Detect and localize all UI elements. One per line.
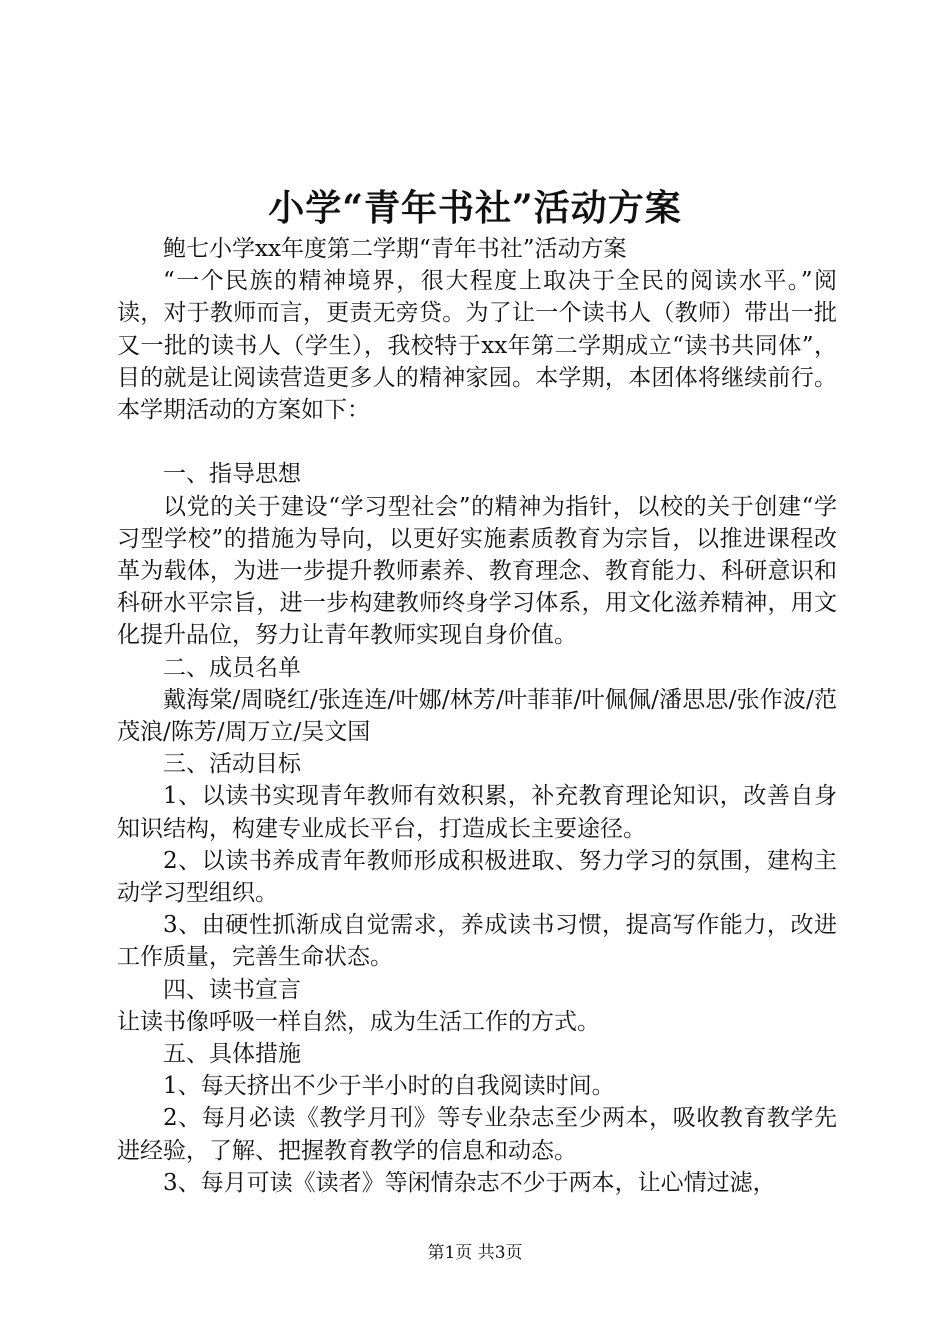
section-heading-activity-goals: 三、活动目标: [163, 751, 301, 778]
paragraph-goal-1: 1、以读书实现青年教师有效积累，补充教育理论知识，改善自身知识结构，构建专业成长平台，打造成长主要途径。: [117, 783, 837, 842]
paragraph-measure-3: 3、每月可读《读者》等闲情杂志不少于两本，让心情过滤，: [163, 1169, 776, 1196]
document-title: 小学“青年书社”活动方案: [268, 187, 682, 229]
paragraph-preface: “一个民族的精神境界，很大程度上取决于全民的阅读水平。”阅读，对于教师而言，更责无旁贷。为了让一个读书人（教师）带出一批又一批的读书人（学生），我校特于xx年第二学期成立“读书共同体”，目的就是让阅读营造更多人的精神家园。本学期，本团体将继续前行。本学期活动的方案如下：: [117, 268, 837, 424]
paragraph-measure-1: 1、每天挤出不少于半小时的自我阅读时间。: [163, 1073, 615, 1100]
paragraph-member-list: 戴海棠/周晓红/张连连/叶娜/林芳/叶菲菲/叶佩佩/潘思思/张作波/范茂浪/陈芳/周万立/吴文国: [117, 686, 837, 746]
document-body: [117, 233, 837, 1199]
paragraph-reading-declaration: 让读书像呼吸一样自然，成为生活工作的方式。: [117, 1008, 600, 1035]
section-heading-reading-declaration: 四、读书宣言: [163, 976, 301, 1003]
paragraph-guiding-ideology: 以党的关于建设“学习型社会”的精神为指针，以校的关于创建“学习型学校”的措施为导向，以更好实施素质教育为宗旨，以推进课程改革为载体，为进一步提升教师素养、教育理念、教育能力、科研意识和科研水平宗旨，进一步构建教师终身学习体系，用文化滋养精神，用文化提升品位，努力让青年教师实现自身价值。: [117, 493, 837, 649]
page-footer: 第1页 共3页: [427, 1243, 523, 1263]
paragraph-goal-2: 2、以读书养成青年教师形成积极进取、努力学习的氛围，建构主动学习型组织。: [117, 847, 837, 907]
paragraph-goal-3: 3、由硬性抓渐成自觉需求，养成读书习惯，提高写作能力，改进工作质量，完善生命状态。: [117, 912, 837, 971]
section-heading-guiding-ideology: 一、指导思想: [163, 461, 301, 488]
paragraph-measure-2: 2、每月必读《教学月刊》等专业杂志至少两本，吸收教育教学先进经验，了解、把握教育教学的信息和动态。: [117, 1105, 837, 1164]
section-heading-measures: 五、具体措施: [163, 1041, 301, 1068]
paragraph-intro-heading: 鲍七小学xx年度第二学期“青年书社”活动方案: [163, 236, 627, 262]
section-heading-member-list: 二、成员名单: [163, 654, 301, 681]
